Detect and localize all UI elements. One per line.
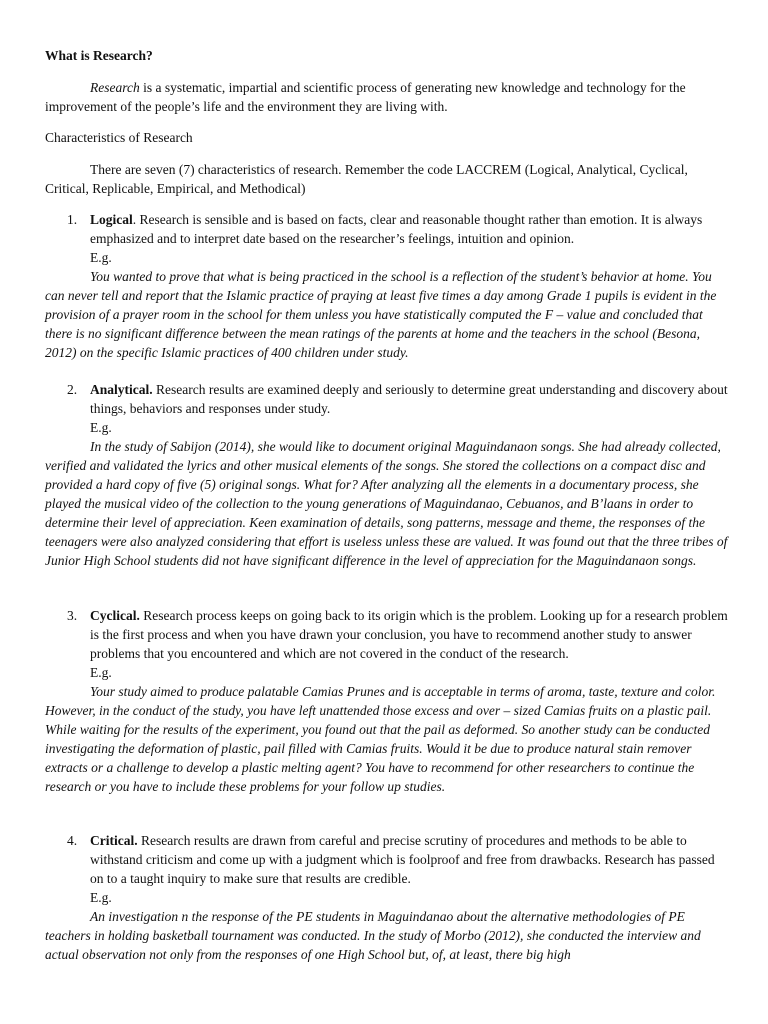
list-item-keyword: Cyclical. — [90, 608, 140, 623]
list-item-cyclical — [45, 606, 729, 796]
example-label: E.g. — [90, 890, 112, 905]
list-item-text: Research results are drawn from careful and precise scrutiny of procedures and methods to be able to withstand criticism and come up with a judgment which is foolproof and free from drawbacks. Research has passed on to a taught inquiry to make sure that results are credible. — [90, 833, 715, 886]
intro-term: Research — [90, 80, 140, 95]
list-item-keyword: Logical — [90, 212, 133, 227]
example-label: E.g. — [90, 665, 112, 680]
list-item-definition — [90, 210, 729, 248]
example-text: In the study of Sabijon (2014), she would like to document original Maguindanaon songs. She had already collected, verified and validated the lyrics and other musical elements of the songs. She stored the collections on a compact disc and provided a hard copy of five (5) original songs. What for? After analyzing all the elements in a documentary process, she played the musical video of the collection to the young generations of Maguindanao, Cebuanos, and B’laans in order to determine their level of appreciation. Keen examination of details, song patterns, message and theme, the responses of the teenagers were also analyzed considering that effort is useless unless these are valued. It was found out that the three tribes of Junior High School students did not have significant difference in the level of appreciation for the Maguindanaon songs. — [45, 439, 728, 568]
seven-characteristics-paragraph: There are seven (7) characteristics of research. Remember the code LACCREM (Logical, Analytical, Cyclical, Critical, Replicable, Empirical, and Methodical) — [45, 162, 688, 196]
list-item-logical — [45, 210, 729, 362]
list-item-keyword: Analytical. — [90, 382, 153, 397]
example-label: E.g. — [90, 250, 112, 265]
example-text: You wanted to prove that what is being practiced in the school is a reflection of the student’s behavior at home. You can never tell and report that the Islamic practice of praying at least five times a day among Grade 1 pupils is evident in the provision of a prayer room in the school for them unless you have statistically computed the F – value and concluded that there is no significant difference between the mean ratings of the parents at home and the teachers in the school (Besona, 2012) on the specific Islamic practices of 400 children under study. — [45, 269, 717, 360]
list-item-number: 4. — [67, 833, 78, 848]
intro-paragraph — [45, 78, 729, 116]
subheading: Characteristics of Research — [45, 130, 193, 145]
list-item-definition — [90, 606, 729, 663]
page-title: What is Research? — [45, 48, 153, 63]
example-text: Your study aimed to produce palatable Camias Prunes and is acceptable in terms of aroma, taste, texture and color. However, in the conduct of the study, you have left unattended those excess and over – sized Camias fruits on a plastic pail. While waiting for the results of the experiment, you found out that the pail as deformed. So another study can be conducted investigating the deformation of plastic, pail filled with Camias fruits. Would it be due to produce natural stain remover extracts or a challenge to develop a plastic melting agent? You have to recommend for other researchers to continue the research or you have to include these problems for your follow up studies. — [45, 684, 716, 794]
example-text: An investigation n the response of the PE students in Maguindanao about the alternative methodologies of PE teachers in holding basketball tournament was conducted. In the study of Morbo (2012), she conducted the interview and actual observation not only from the responses of one High School but, of, at least, there big high — [45, 909, 701, 962]
list-item-number: 3. — [67, 608, 78, 623]
list-item-critical — [45, 831, 729, 964]
list-item-number: 1. — [67, 212, 78, 227]
list-item-definition — [90, 380, 729, 418]
intro-text: is a systematic, impartial and scientific process of generating new knowledge and technology for the improvement of the people’s life and the environment they are living with. — [45, 80, 686, 114]
example-label: E.g. — [90, 420, 112, 435]
list-item-definition — [90, 831, 729, 888]
list-item-text: Research results are examined deeply and seriously to determine great understanding and discovery about things, behaviors and responses under study. — [90, 382, 728, 416]
list-item-number: 2. — [67, 382, 78, 397]
list-item-analytical — [45, 380, 729, 570]
list-item-text: . Research is sensible and is based on facts, clear and reasonable thought rather than emotion. It is always emphasized and to interpret date based on the researcher’s feelings, intuition and opinion. — [90, 212, 703, 246]
list-item-text: Research process keeps on going back to its origin which is the problem. Looking up for a research problem is the first process and when you have drawn your conclusion, you have to recommend another study to answer problems that you encountered and which are not covered in the conduct of the research. — [90, 608, 728, 661]
list-item-keyword: Critical. — [90, 833, 138, 848]
